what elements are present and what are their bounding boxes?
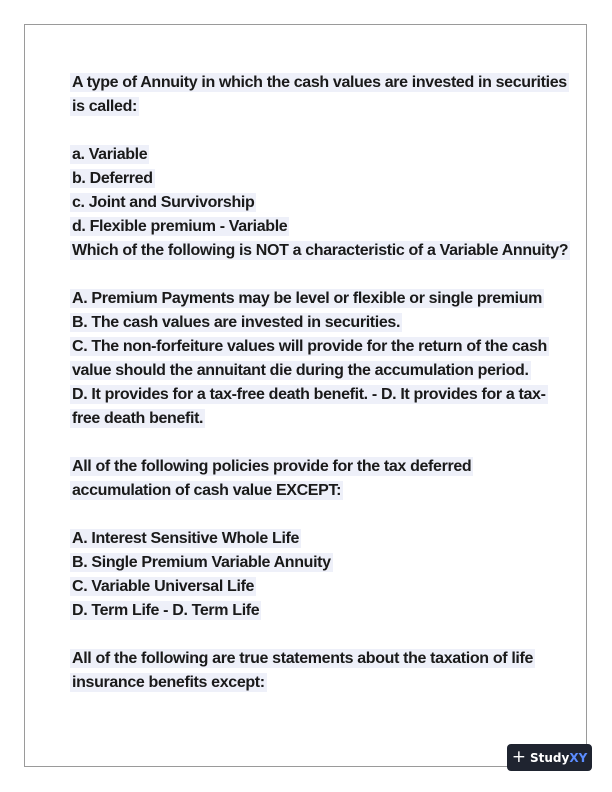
question-4-line-2: insurance benefits except:: [72, 674, 265, 691]
plus-icon: +: [511, 747, 526, 767]
question-2-option-c-1: C. The non-forfeiture values will provide for the return of the cash: [72, 338, 547, 355]
question-3-line-2: accumulation of cash value EXCEPT:: [72, 482, 342, 499]
question-4-line-1: All of the following are true statements about the taxation of life: [72, 650, 534, 667]
document-content: [70, 71, 569, 695]
studyxy-badge[interactable]: [507, 744, 592, 771]
question-1-option-a: a. Variable: [72, 146, 148, 163]
question-3-option-b: B. Single Premium Variable Annuity: [72, 554, 331, 571]
question-1-option-b: b. Deferred: [72, 170, 153, 187]
question-3-option-c: C. Variable Universal Life: [72, 578, 255, 595]
question-1-option-c: c. Joint and Survivorship: [72, 194, 255, 211]
question-2-option-a: A. Premium Payments may be level or flexible or single premium: [72, 290, 543, 307]
question-3-line-1: All of the following policies provide for the tax deferred: [72, 458, 472, 475]
question-1-option-d: d. Flexible premium - Variable: [72, 218, 288, 235]
question-2-option-d-2: free death benefit.: [72, 410, 204, 427]
question-2-option-b: B. The cash values are invested in securities.: [72, 314, 401, 331]
brand-logo: StudyXY: [529, 750, 588, 765]
question-2-option-d-1: D. It provides for a tax-free death benefit. - D. It provides for a tax-: [72, 386, 546, 403]
question-1-line-1: A type of Annuity in which the cash values are invested in securities: [72, 74, 567, 91]
question-1-line-2: is called:: [72, 98, 137, 115]
question-2-option-c-2: value should the annuitant die during the accumulation period.: [72, 362, 529, 379]
question-3-option-a: A. Interest Sensitive Whole Life: [72, 530, 300, 547]
question-2-line-1: Which of the following is NOT a characteristic of a Variable Annuity?: [72, 242, 569, 259]
question-3-option-d: D. Term Life - D. Term Life: [72, 602, 260, 619]
